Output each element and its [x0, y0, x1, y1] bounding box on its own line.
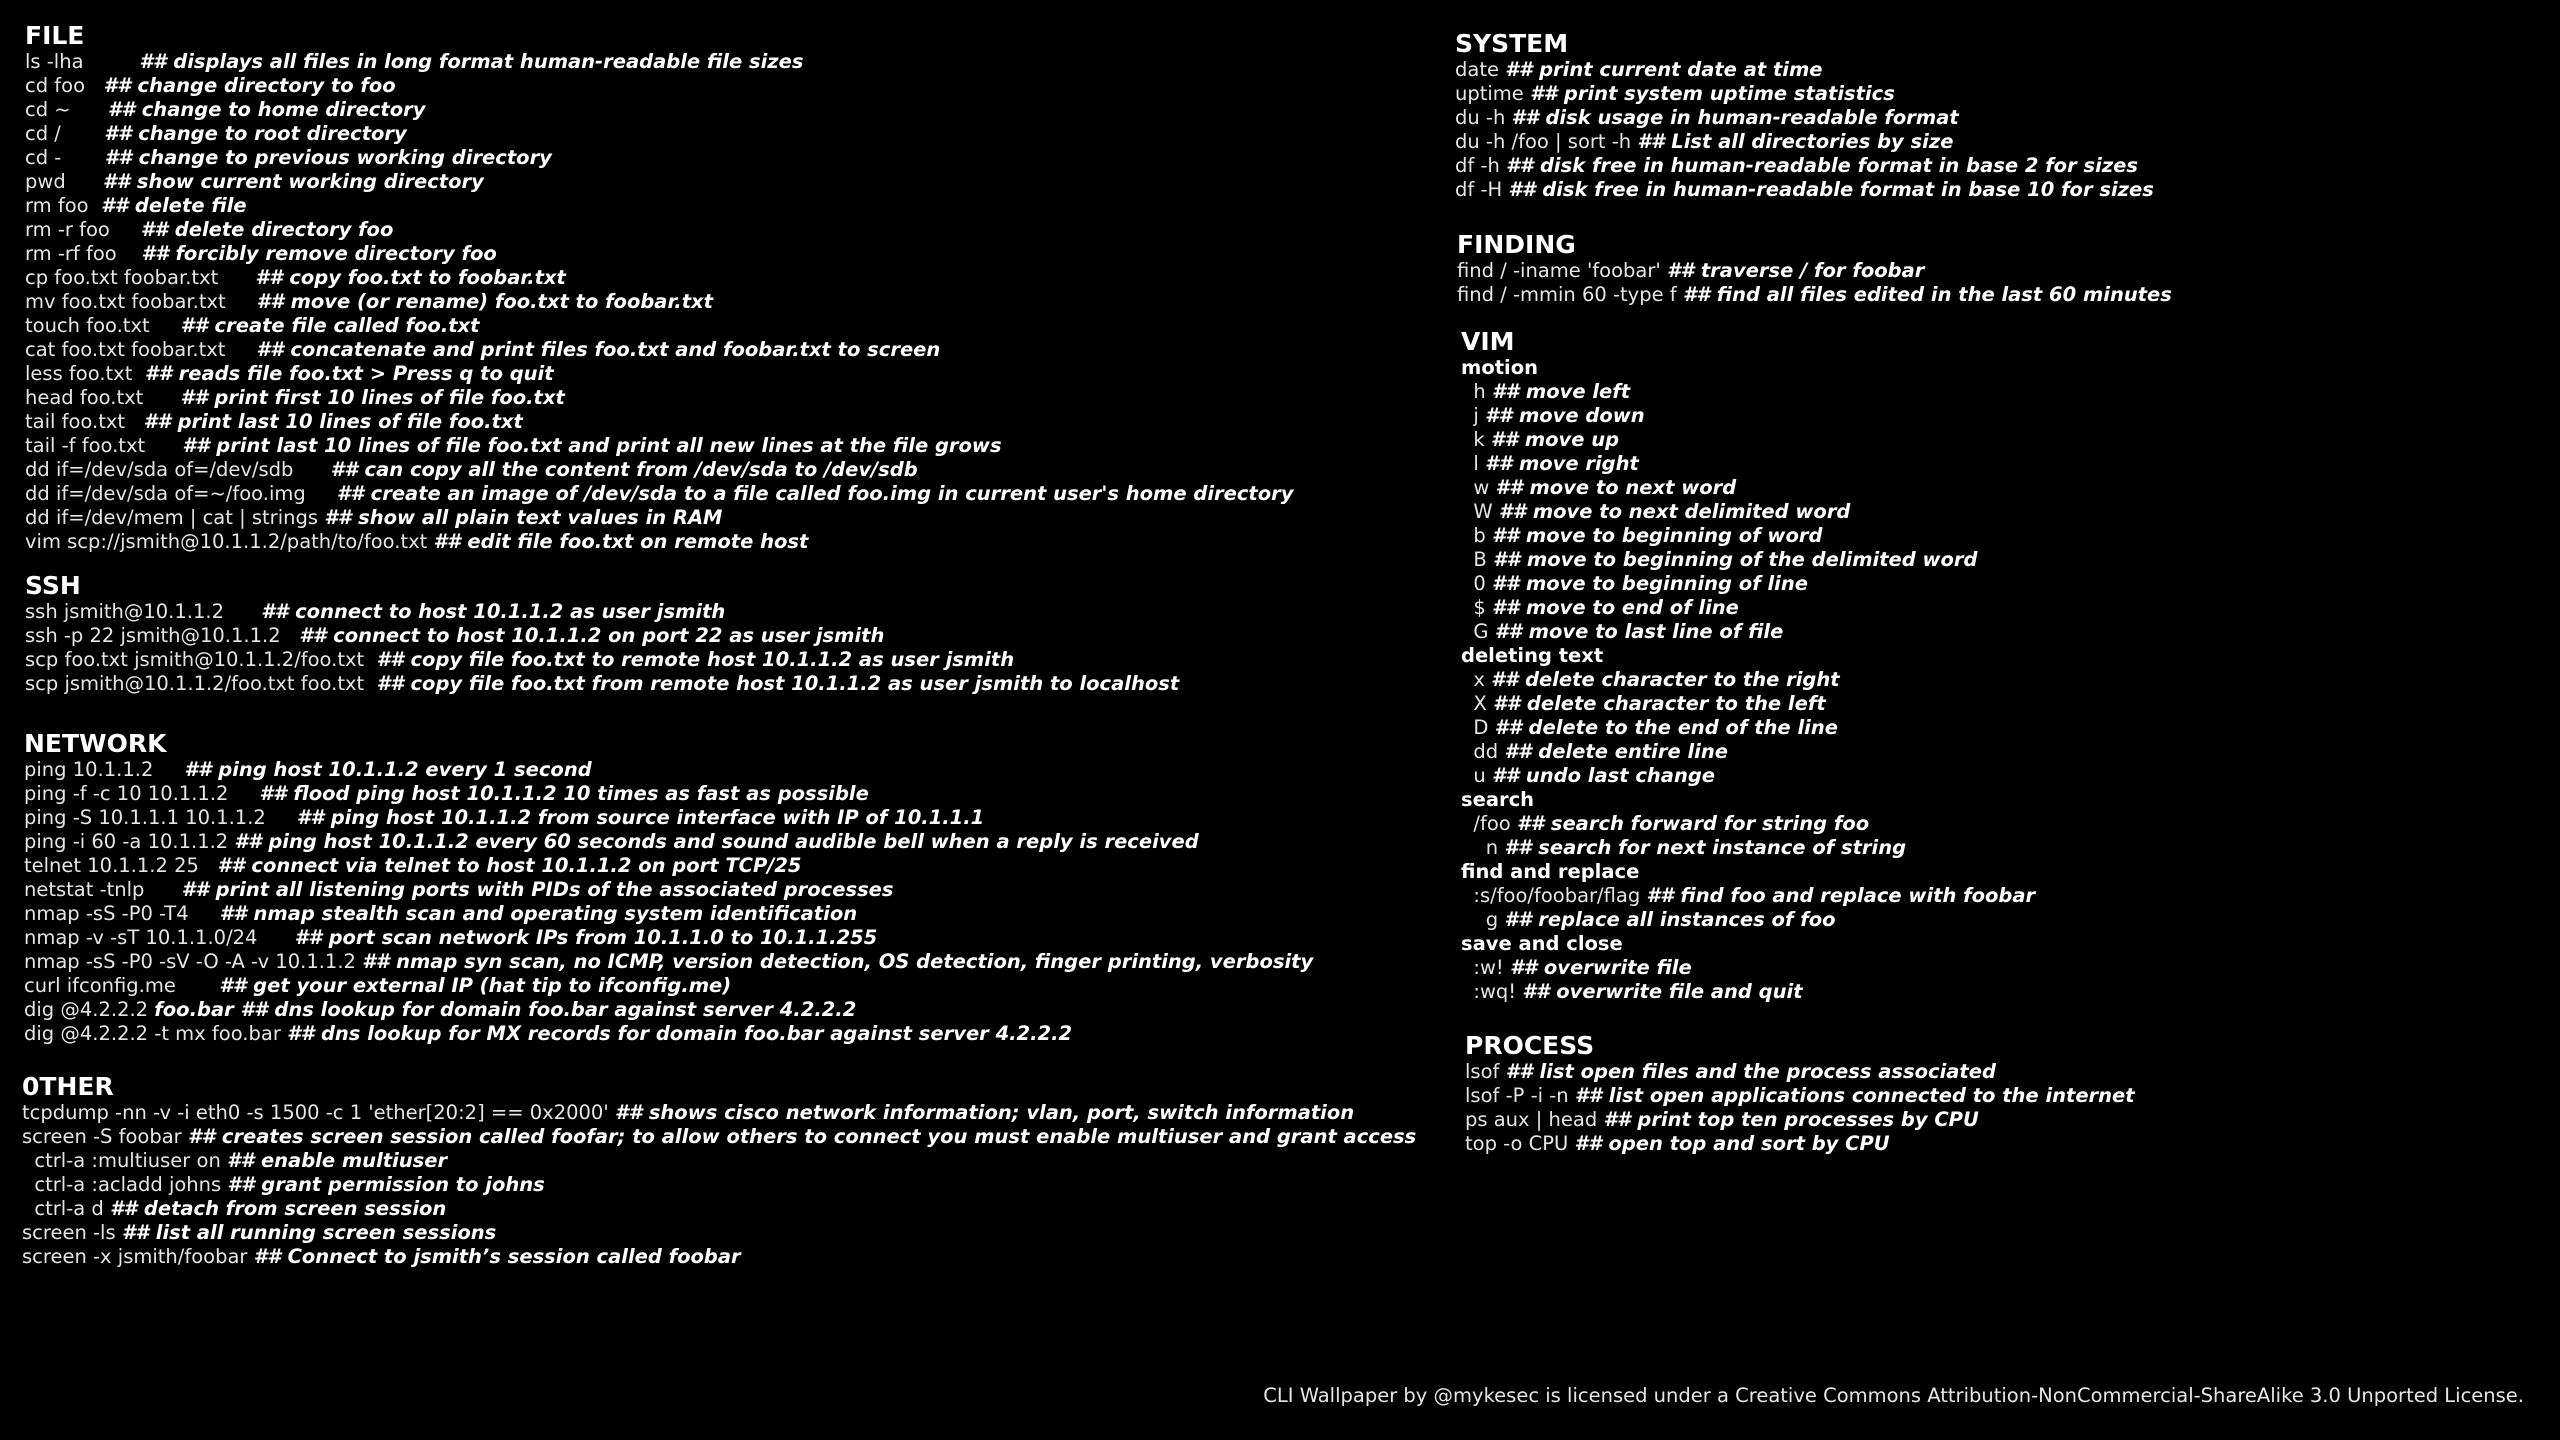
command-row — [24, 902, 1313, 926]
command-row — [1461, 548, 2035, 572]
command-row — [25, 242, 1293, 266]
section-title-network: NETWORK — [24, 729, 167, 758]
command-text: scp foo.txt jsmith@10.1.1.2/foo.txt — [25, 648, 377, 671]
command-row — [1455, 58, 2154, 82]
command-row — [25, 98, 1293, 122]
command-row — [25, 194, 1293, 218]
command-text: ctrl-a :multiuser on — [22, 1149, 228, 1172]
command-description: ## move to end of line — [1492, 596, 1739, 619]
section-vim — [1461, 328, 2035, 1004]
command-row — [1461, 980, 2035, 1004]
command-row — [25, 410, 1293, 434]
command-text: $ — [1461, 596, 1493, 619]
section-title-vim: VIM — [1461, 327, 1515, 356]
command-description: ## copy foo.txt to foobar.txt — [255, 266, 566, 289]
command-description: ## edit file foo.txt on remote host — [433, 530, 809, 553]
command-row — [1457, 259, 2172, 283]
command-description: ## print first 10 lines of file foo.txt — [180, 386, 565, 409]
command-description: ## delete character to the left — [1492, 692, 1826, 715]
command-description: ## move left — [1491, 380, 1631, 403]
command-description: ## delete entire line — [1504, 740, 1728, 763]
section-other — [22, 1073, 1416, 1269]
vim-group-lines — [1461, 668, 2035, 788]
command-text: head foo.txt — [25, 386, 181, 409]
command-row — [1461, 620, 2035, 644]
command-description: ## flood ping host 10.1.1.2 10 times as fast as possible — [259, 782, 869, 805]
command-description: ## disk usage in human-readable format — [1511, 106, 1959, 129]
command-description: ## create an image of /dev/sda to a file called foo.img in current user's home directory — [336, 482, 1294, 505]
command-description: ## change to previous working directory — [104, 146, 552, 169]
command-row — [1461, 428, 2035, 452]
command-description: ## delete file — [101, 194, 247, 217]
vim-group-lines — [1461, 884, 2035, 932]
command-row — [1461, 716, 2035, 740]
section-title-process: PROCESS — [1465, 1031, 1595, 1060]
command-description: ## open top and sort by CPU — [1574, 1132, 1890, 1155]
command-row — [25, 530, 1293, 554]
command-row — [1455, 178, 2154, 202]
command-row — [25, 170, 1293, 194]
vim-group-lines — [1461, 380, 2035, 644]
license-footer: CLI Wallpaper by @mykesec is licensed under a Creative Commons Attribution-NonCommercial-ShareAlike 3.0 Unported License. — [1263, 1384, 2524, 1407]
command-text: W — [1461, 500, 1499, 523]
command-row — [22, 1125, 1416, 1149]
command-description: ## change to root directory — [104, 122, 407, 145]
command-row — [25, 434, 1293, 458]
command-text: ctrl-a d — [22, 1197, 110, 1220]
command-description: ## grant permission to johns — [227, 1173, 545, 1196]
command-description: ## print top ten processes by CPU — [1603, 1108, 1979, 1131]
command-list — [1465, 1060, 2135, 1156]
command-description: ## print last 10 lines of file foo.txt and print all new lines at the file grows — [182, 434, 1002, 457]
command-description: ## show all plain text values in RAM — [324, 506, 723, 529]
command-text: cd ~ — [25, 98, 108, 121]
command-text: g — [1461, 908, 1505, 931]
command-description: ## ping host 10.1.1.2 every 60 seconds and sound audible bell when a reply is received — [234, 830, 1199, 853]
command-text: ping -f -c 10 10.1.1.2 — [24, 782, 260, 805]
command-text: G — [1461, 620, 1495, 643]
command-description: ## overwrite file and quit — [1522, 980, 1803, 1003]
command-text: h — [1461, 380, 1492, 403]
command-text: dd if=/dev/sda of=~/foo.img — [25, 482, 337, 505]
command-row — [25, 314, 1293, 338]
command-description: ## connect to host 10.1.1.2 on port 22 as user jsmith — [299, 624, 885, 647]
command-row — [24, 998, 1313, 1022]
command-description: ## move up — [1490, 428, 1620, 451]
command-row — [25, 458, 1293, 482]
command-text: du -h /foo | sort -h — [1455, 130, 1638, 153]
command-text: rm -rf foo — [25, 242, 142, 265]
command-row — [1465, 1084, 2135, 1108]
command-row — [1461, 764, 2035, 788]
command-row — [25, 600, 1179, 624]
command-text: ping 10.1.1.2 — [24, 758, 185, 781]
command-text: ping -i 60 -a 10.1.1.2 — [24, 830, 235, 853]
command-description: ## move to beginning of word — [1491, 524, 1823, 547]
command-text: lsof -P -i -n — [1465, 1084, 1575, 1107]
command-description: ## connect to host 10.1.1.2 as user jsmith — [261, 600, 726, 623]
command-text: dig @4.2.2.2 -t mx foo.bar — [24, 1022, 288, 1045]
command-row — [24, 950, 1313, 974]
command-text: tail foo.txt — [25, 410, 144, 433]
command-description: ## list all running screen sessions — [121, 1221, 497, 1244]
command-description: ## move down — [1485, 404, 1645, 427]
command-text: /foo — [1461, 812, 1517, 835]
vim-groups — [1461, 356, 2035, 1004]
vim-group-label: motion — [1461, 356, 1539, 379]
command-text: dd — [1461, 740, 1505, 763]
command-text: tail -f foo.txt — [25, 434, 183, 457]
command-text: df -h — [1455, 154, 1507, 177]
command-row — [1455, 106, 2154, 130]
command-text: X — [1461, 692, 1493, 715]
command-text: :w! — [1461, 956, 1510, 979]
command-row — [1461, 668, 2035, 692]
command-text: ps aux | head — [1465, 1108, 1604, 1131]
command-list — [25, 50, 1293, 554]
command-row — [1461, 836, 2035, 860]
command-description: ## move to last line of file — [1494, 620, 1784, 643]
section-process — [1465, 1032, 2135, 1156]
command-description: ## nmap stealth scan and operating system identification — [219, 902, 858, 925]
command-row — [1461, 476, 2035, 500]
command-description: ## copy file foo.txt from remote host 10.1.1.2 as user jsmith to localhost — [376, 672, 1180, 695]
command-description: ## move to next word — [1495, 476, 1737, 499]
command-row — [1461, 404, 2035, 428]
command-row — [25, 290, 1293, 314]
command-row — [24, 1022, 1313, 1046]
command-row — [1465, 1060, 2135, 1084]
command-row — [24, 782, 1313, 806]
command-description: ## move to next delimited word — [1498, 500, 1851, 523]
command-text: w — [1461, 476, 1496, 499]
command-description: ## concatenate and print files foo.txt and foobar.txt to screen — [256, 338, 941, 361]
command-description: ## move (or rename) foo.txt to foobar.txt — [256, 290, 713, 313]
command-text: du -h — [1455, 106, 1512, 129]
command-description: ## traverse / for foobar — [1666, 259, 1925, 282]
vim-group-lines — [1461, 956, 2035, 1004]
command-row — [25, 506, 1293, 530]
command-row — [22, 1245, 1416, 1269]
section-title-ssh: SSH — [25, 571, 81, 600]
command-row — [1455, 82, 2154, 106]
command-description: ## detach from screen session — [109, 1197, 447, 1220]
command-text: df -H — [1455, 178, 1509, 201]
command-row — [1465, 1132, 2135, 1156]
command-text: screen -ls — [22, 1221, 122, 1244]
command-row — [24, 806, 1313, 830]
command-description: ## move to beginning of line — [1492, 572, 1808, 595]
command-row — [24, 854, 1313, 878]
command-row — [24, 758, 1313, 782]
command-row — [25, 122, 1293, 146]
command-description: ## move to beginning of the delimited word — [1492, 548, 1978, 571]
command-text: scp jsmith@10.1.1.2/foo.txt foo.txt — [25, 672, 377, 695]
command-list — [25, 600, 1179, 696]
command-description: ## List all directories by size — [1637, 130, 1954, 153]
command-row — [25, 338, 1293, 362]
command-row — [25, 648, 1179, 672]
command-row — [25, 266, 1293, 290]
command-description: ## undo last change — [1491, 764, 1716, 787]
command-text: ping -S 10.1.1.1 10.1.1.2 — [24, 806, 297, 829]
command-description: ## list open files and the process associated — [1505, 1060, 1996, 1083]
command-row — [1457, 283, 2172, 307]
command-description: ## change to home directory — [107, 98, 426, 121]
command-description: ## print system uptime statistics — [1530, 82, 1895, 105]
command-text: find / -mmin 60 -type f — [1457, 283, 1683, 306]
command-row — [1461, 692, 2035, 716]
section-title-system: SYSTEM — [1455, 29, 1569, 58]
command-text: find / -iname 'foobar' — [1457, 259, 1667, 282]
command-text: D — [1461, 716, 1495, 739]
command-row — [1465, 1108, 2135, 1132]
command-description: ## delete character to the right — [1491, 668, 1840, 691]
command-row — [25, 218, 1293, 242]
command-text: dd if=/dev/sda of=/dev/sdb — [25, 458, 331, 481]
command-row — [24, 878, 1313, 902]
section-title-finding: FINDING — [1457, 230, 1576, 259]
command-description: ## disk free in human-readable format in base 2 for sizes — [1506, 154, 2138, 177]
command-row — [25, 482, 1293, 506]
command-row — [25, 74, 1293, 98]
command-row — [1461, 452, 2035, 476]
command-row — [25, 362, 1293, 386]
command-description: ## Connect to jsmith’s session called foobar — [253, 1245, 741, 1268]
command-description: ## dns lookup for MX records for domain foo.bar against server 4.2.2.2 — [287, 1022, 1073, 1045]
command-text: date — [1455, 58, 1506, 81]
command-description: ## print all listening ports with PIDs of the associated processes — [181, 878, 894, 901]
command-row — [22, 1221, 1416, 1245]
command-text: nmap -sS -P0 -sV -O -A -v 10.1.1.2 — [24, 950, 363, 973]
command-description: ## get your external IP (hat tip to ifconfig.me) — [219, 974, 732, 997]
command-text: 0 — [1461, 572, 1493, 595]
command-text: l — [1461, 452, 1486, 475]
command-description: ## displays all files in long format human-readable file sizes — [139, 50, 804, 73]
command-description: ## can copy all the content from /dev/sda to /dev/sdb — [330, 458, 918, 481]
command-text: k — [1461, 428, 1491, 451]
command-text: screen -S foobar — [22, 1125, 188, 1148]
vim-group-label: find and replace — [1461, 860, 1640, 883]
section-network — [24, 730, 1313, 1046]
section-finding — [1457, 231, 2172, 307]
command-text: screen -x jsmith/foobar — [22, 1245, 254, 1268]
command-text: cp foo.txt foobar.txt — [25, 266, 256, 289]
command-description: ## shows cisco network information; vlan, port, switch information — [614, 1101, 1355, 1124]
command-row — [1461, 956, 2035, 980]
command-row — [1455, 130, 2154, 154]
command-text: ls -lha — [25, 50, 140, 73]
command-description: ## list open applications connected to the internet — [1574, 1084, 2135, 1107]
vim-group-label: search — [1461, 788, 1535, 811]
command-description: ## creates screen session called foofar; to allow others to connect you must enable multiuser and grant access — [187, 1125, 1417, 1148]
command-text: touch foo.txt — [25, 314, 181, 337]
command-text: nmap -v -sT 10.1.1.0/24 — [24, 926, 295, 949]
command-row — [1461, 572, 2035, 596]
command-row — [24, 830, 1313, 854]
command-text: j — [1461, 404, 1486, 427]
command-row — [25, 386, 1293, 410]
command-description: ## delete directory foo — [140, 218, 394, 241]
command-text: B — [1461, 548, 1493, 571]
command-description: ## search for next instance of string — [1504, 836, 1907, 859]
section-title-other: 0THER — [22, 1072, 114, 1101]
command-description: ## show current working directory — [102, 170, 484, 193]
command-row — [22, 1173, 1416, 1197]
command-description: ## copy file foo.txt to remote host 10.1.1.2 as user jsmith — [376, 648, 1015, 671]
command-row — [1461, 740, 2035, 764]
command-description: ## ping host 10.1.1.2 from source interface with IP of 10.1.1.1 — [296, 806, 985, 829]
command-text: x — [1461, 668, 1492, 691]
command-list — [1455, 58, 2154, 202]
command-row — [25, 624, 1179, 648]
command-row — [25, 50, 1293, 74]
vim-group-label: deleting text — [1461, 644, 1604, 667]
command-text: pwd — [25, 170, 103, 193]
command-text: dig @4.2.2.2 — [24, 998, 155, 1021]
command-text: cat foo.txt foobar.txt — [25, 338, 257, 361]
command-description: ## create file called foo.txt — [180, 314, 480, 337]
command-description: ## move right — [1485, 452, 1639, 475]
command-text: tcpdump -nn -v -i eth0 -s 1500 -c 1 'ether[20:2] == 0x2000' — [22, 1101, 615, 1124]
command-description: ## disk free in human-readable format in base 10 for sizes — [1508, 178, 2154, 201]
command-row — [1461, 908, 2035, 932]
command-description: ## overwrite file — [1509, 956, 1692, 979]
command-list — [22, 1101, 1416, 1269]
command-row — [1461, 524, 2035, 548]
command-row — [24, 926, 1313, 950]
command-text: less foo.txt — [25, 362, 145, 385]
command-row — [1461, 380, 2035, 404]
command-text: :s/foo/foobar/flag — [1461, 884, 1647, 907]
command-description: ## find all files edited in the last 60 minutes — [1682, 283, 2172, 306]
command-text: ctrl-a :acladd johns — [22, 1173, 228, 1196]
command-row — [22, 1197, 1416, 1221]
command-row — [1461, 596, 2035, 620]
section-ssh — [25, 572, 1179, 696]
vim-group-lines — [1461, 812, 2035, 860]
command-text: :wq! — [1461, 980, 1523, 1003]
command-text: n — [1461, 836, 1505, 859]
command-description: ## ping host 10.1.1.2 every 1 second — [184, 758, 592, 781]
section-title-file: FILE — [25, 21, 85, 50]
command-row — [24, 974, 1313, 998]
command-text: top -o CPU — [1465, 1132, 1575, 1155]
command-description: foo.bar ## dns lookup for domain foo.bar against server 4.2.2.2 — [154, 998, 857, 1021]
command-row — [25, 146, 1293, 170]
command-text: mv foo.txt foobar.txt — [25, 290, 257, 313]
command-text: rm foo — [25, 194, 101, 217]
command-row — [1455, 154, 2154, 178]
command-text: rm -r foo — [25, 218, 141, 241]
command-description: ## forcibly remove directory foo — [141, 242, 497, 265]
command-text: b — [1461, 524, 1492, 547]
command-text: nmap -sS -P0 -T4 — [24, 902, 220, 925]
command-description: ## print last 10 lines of file foo.txt — [143, 410, 523, 433]
command-row — [22, 1101, 1416, 1125]
section-system — [1455, 30, 2154, 202]
command-text: netstat -tnlp — [24, 878, 182, 901]
command-text: curl ifconfig.me — [24, 974, 220, 997]
command-text: ssh jsmith@10.1.1.2 — [25, 600, 262, 623]
command-description: ## reads file foo.txt > Press q to quit — [144, 362, 554, 385]
command-text: uptime — [1455, 82, 1530, 105]
command-text: cd - — [25, 146, 105, 169]
command-description: ## replace all instances of foo — [1504, 908, 1836, 931]
command-text: cd / — [25, 122, 105, 145]
command-row — [1461, 884, 2035, 908]
command-description: ## change directory to foo — [103, 74, 396, 97]
command-text: ssh -p 22 jsmith@10.1.1.2 — [25, 624, 300, 647]
command-description: ## port scan network IPs from 10.1.1.0 to 10.1.1.255 — [294, 926, 878, 949]
command-text: telnet 10.1.1.2 25 — [24, 854, 218, 877]
command-description: ## delete to the end of the line — [1494, 716, 1838, 739]
command-description: ## search forward for string foo — [1516, 812, 1870, 835]
command-text: dd if=/dev/mem | cat | strings — [25, 506, 325, 529]
command-description: ## find foo and replace with foobar — [1646, 884, 2036, 907]
command-text: cd foo — [25, 74, 104, 97]
command-row — [1461, 812, 2035, 836]
command-text: lsof — [1465, 1060, 1506, 1083]
command-row — [25, 672, 1179, 696]
vim-group-label: save and close — [1461, 932, 1623, 955]
command-description: ## print current date at time — [1505, 58, 1823, 81]
section-file — [25, 22, 1293, 554]
command-description: ## enable multiuser — [227, 1149, 448, 1172]
command-description: ## connect via telnet to host 10.1.1.2 on port TCP/25 — [217, 854, 802, 877]
command-description: ## nmap syn scan, no ICMP, version detection, OS detection, finger printing, verbosity — [362, 950, 1314, 973]
command-row — [22, 1149, 1416, 1173]
command-text: u — [1461, 764, 1492, 787]
command-row — [1461, 500, 2035, 524]
command-list — [1457, 259, 2172, 307]
command-list — [24, 758, 1313, 1046]
command-text: vim scp://jsmith@10.1.1.2/path/to/foo.txt — [25, 530, 434, 553]
